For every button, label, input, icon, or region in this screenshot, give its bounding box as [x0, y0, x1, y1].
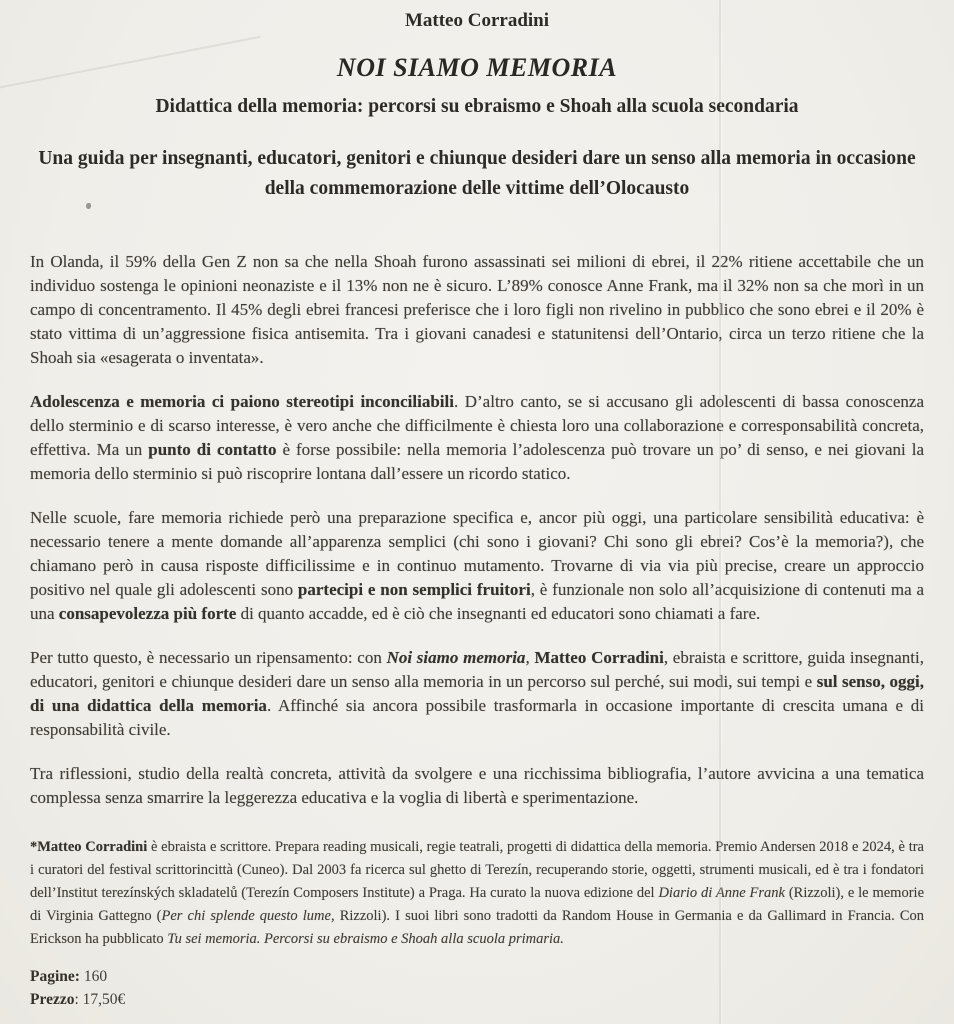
- body-paragraphs: [30, 250, 924, 810]
- book-subtitle: Didattica della memoria: percorsi su ebraismo e Shoah alla scuola secondaria: [155, 96, 799, 117]
- text-run: Per chi splende questo lume: [161, 908, 331, 924]
- text-run: sul senso, oggi, di una didattica della memoria: [30, 672, 924, 715]
- text-run: Adolescenza e memoria ci paiono stereotipi inconciliabili: [30, 392, 454, 411]
- text-run: partecipi e non semplici fruitori: [297, 580, 531, 599]
- text-run: . D’altro canto, se si accusano gli adolescenti di bassa conoscenza dello sterminio e di scarso interesse, è vero anche che difficilmente è chiesta loro una collaborazione e corresponsabilità concreta, effettiva. Ma un: [30, 392, 924, 459]
- text-run: Noi siamo memoria: [386, 648, 526, 667]
- book-title: NOI SIAMO MEMORIA: [336, 53, 618, 82]
- paragraph: [30, 646, 924, 742]
- text-run: Tra riflessioni, studio della realtà concreta, attività da svolgere e una ricchissima bibliografia, l’autore avvicina a una tematica complessa senza smarrire la leggerezza educativa e la voglia di libertà e sperimentazione.: [30, 764, 924, 807]
- text-run: , ebraista e scrittore, guida insegnanti, educatori, genitori e chiunque desideri dare un senso alla memoria in un percorso sul perché, sui modi, sui tempi e: [30, 648, 924, 691]
- text-run: , Rizzoli). I suoi libri sono tradotti da Random House in Germania e da Gallimard in Francia. Con Erickson ha pubblicato: [30, 908, 924, 947]
- paragraph: [30, 762, 924, 810]
- text-run: di quanto accadde, ed è ciò che insegnanti ed educatori sono chiamati a fare.: [236, 604, 761, 623]
- detail-label: Prezzo: [30, 991, 75, 1008]
- detail-value: : 17,50€: [74, 991, 126, 1008]
- text-run: Nelle scuole, fare memoria richiede però una preparazione specifica e, ancor più oggi, una particolare sensibilità educativa: è necessario tenere a mente domande all’apparenza semplici (chi sono i giovani? Chi sono gli ebrei? Cos’è la memoria?), che chiamano però in causa risposte difficilissime e in continuo mutamento. Trovarne di via via più precise, creare un approccio positivo nel quale gli adolescenti sono: [30, 508, 924, 599]
- book-details: [30, 965, 924, 1011]
- text-run: Diario di Anne Frank: [658, 885, 785, 901]
- detail-label: Pagine:: [30, 968, 80, 985]
- text-run: ,: [525, 648, 535, 667]
- text-run: , è funzionale non solo all’acquisizione di contenuti ma a una: [30, 580, 925, 623]
- author-name: Matteo Corradini: [404, 10, 550, 31]
- detail-value: 160: [79, 968, 108, 985]
- text-run: è forse possibile: nella memoria l’adolescenza può trovare un po’ di senso, e nei giovani la memoria dello sterminio si può riscoprire lontana dall’essere un ricordo statico.: [30, 440, 925, 483]
- paragraph: [30, 390, 924, 486]
- text-run: In Olanda, il 59% della Gen Z non sa che nella Shoah furono assassinati sei milioni di ebrei, il 22% ritiene accettabile che un individuo sostenga le opinioni neonaziste e il 13% non ne è sicuro. L’89% conosce Anne Frank, ma il 32% non sa che morì in un campo di concentramento. Il 45% degli ebrei francesi preferisce che i loro figli non rivelino in pubblico che sono ebrei e il 20% è stato vittima di un’aggressione fisica antisemita. Tra i giovani canadesi e statunitensi dell’Ontario, circa un terzo ritiene che la Shoah sia «esagerata o inventata».: [30, 252, 924, 367]
- text-run: Matteo Corradini: [534, 648, 664, 667]
- text-run: *Matteo Corradini: [30, 839, 148, 855]
- text-run: Per tutto questo, è necessario un ripensamento: con: [30, 648, 387, 667]
- paragraph: [30, 506, 924, 626]
- text-run: è ebraista e scrittore. Prepara reading musicali, regie teatrali, progetti di didattica della memoria. Premio Andersen 2018 e 2024, è tra i curatori del festival scrittorincittà (Cuneo). Dal 2003 fa ricerca sul ghetto di Terezín, recuperando storie, oggetti, strumenti musicali, ed è tra i fondatori dell’Institut terezínských skladatelů (Terezín Composers Institute) a Praga. Ha curato la nuova edizione del: [30, 839, 924, 901]
- text-run: . Affinché sia ancora possibile trasformarla in occasione importante di crescita umana e di responsabilità civile.: [30, 696, 924, 739]
- book-tagline: Una guida per insegnanti, educatori, genitori e chiunque desideri dare un senso alla memoria in occasione della commemorazione delle vittime dell’Olocausto: [38, 148, 916, 199]
- detail-row: [30, 965, 924, 988]
- text-run: consapevolezza più forte: [58, 604, 237, 623]
- paragraph: [30, 250, 924, 370]
- text-run: (Rizzoli), e le memorie di Virginia Gattegno (: [30, 885, 925, 924]
- document-header: [30, 8, 924, 204]
- author-bio: [30, 836, 924, 951]
- text-run: punto di contatto: [148, 440, 277, 459]
- text-run: Tu sei memoria. Percorsi su ebraismo e Shoah alla scuola primaria.: [167, 931, 564, 947]
- detail-row: [30, 988, 924, 1011]
